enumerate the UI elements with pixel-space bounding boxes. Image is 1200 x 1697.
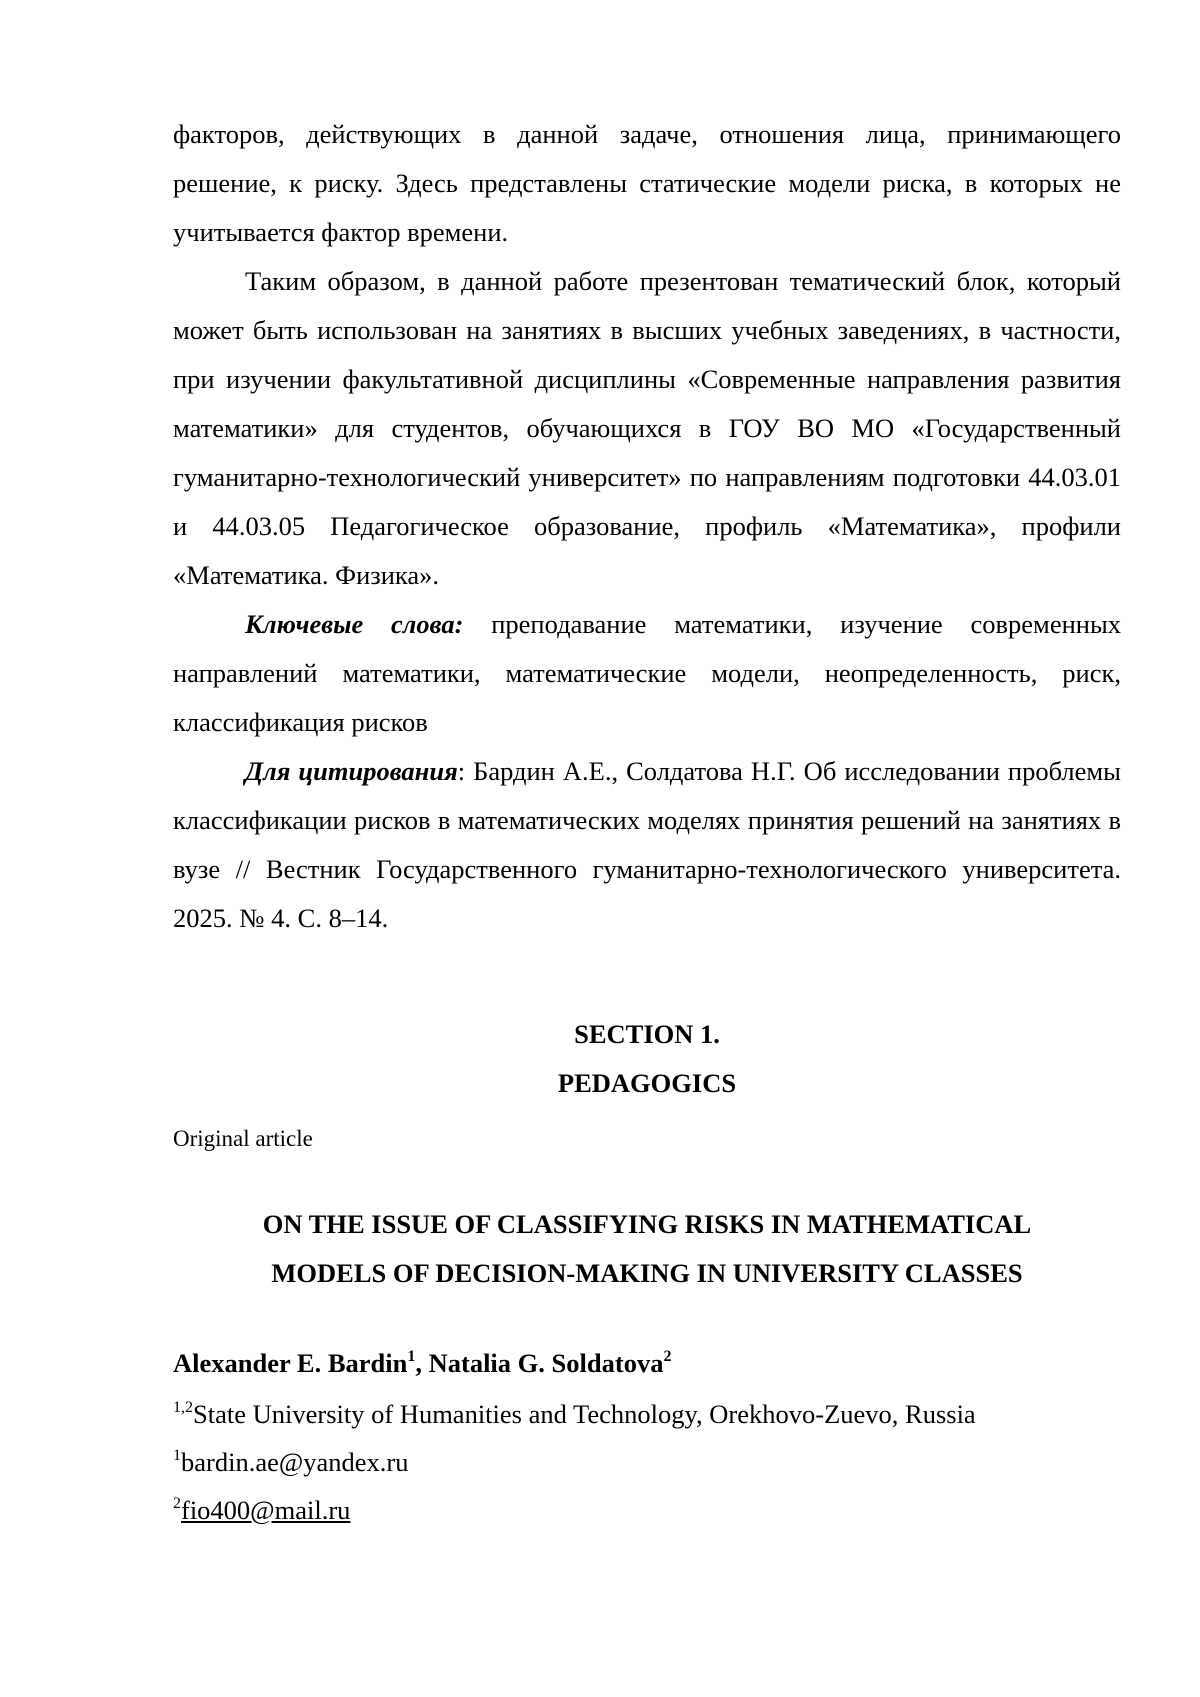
email-line-2: [173, 1486, 976, 1534]
author-1-sup: 1: [407, 1348, 416, 1365]
email-2-link[interactable]: fio400@mail.ru: [181, 1495, 351, 1525]
author-line: [173, 1343, 671, 1383]
affiliation-sup: 1,2: [173, 1399, 193, 1416]
section-heading: [173, 1010, 1121, 1108]
author-2-name: Natalia G. Soldatova: [428, 1348, 664, 1378]
citation-paragraph: [173, 747, 1121, 943]
author-2-sup: 2: [663, 1348, 672, 1365]
keywords-label: Ключевые слова:: [245, 609, 464, 639]
section-number: SECTION 1.: [574, 1019, 720, 1049]
article-title-line-1: ON THE ISSUE OF CLASSIFYING RISKS IN MATHEMATICAL: [262, 1209, 1032, 1239]
affiliations: [173, 1390, 976, 1534]
article-title: [173, 1200, 1121, 1298]
citation-label: Для цитирования: [245, 756, 458, 786]
article-title-line-2: MODELS OF DECISION-MAKING IN UNIVERSITY CLASSES: [271, 1258, 1023, 1288]
email-line-1: [173, 1438, 976, 1486]
email-1-sup: 1: [173, 1447, 181, 1464]
abstract-paragraph-2: Таким образом, в данной работе презентован тематический блок, который может быть использован на занятиях в высших учебных заведениях, в частности, при изучении факультативной дисциплины «Современные направления развития математики» для студентов, обучающихся в ГОУ ВО МО «Государственный гуманитарно-технологический университет» по направлениям подготовки 44.03.01 и 44.03.05 Педагогическое образование, профиль «Математика», профили «Математика. Физика».: [173, 266, 1121, 590]
email-2-sup: 2: [173, 1495, 181, 1512]
author-separator: ,: [415, 1348, 429, 1378]
abstract-paragraph-1: факторов, действующих в данной задаче, отношения лица, принимающего решение, к риску. Здесь представлены статические модели риска, в которых не учитывается фактор времени.: [173, 119, 1121, 247]
affiliation-text: State University of Humanities and Technology, Orekhovo-Zuevo, Russia: [193, 1399, 976, 1429]
affiliation-line: [173, 1390, 976, 1438]
article-type: Original article: [173, 1126, 313, 1151]
citation-text: : Бардин А.Е., Солдатова Н.Г. Об исследовании проблемы классификации рисков в математических моделях принятия решений на занятиях в вузе // Вестник Государственного гуманитарно-технологического университета. 2025. № 4. С. 8–14.: [173, 756, 1121, 933]
email-1-address[interactable]: bardin.ae@yandex.ru: [181, 1447, 409, 1477]
section-name: PEDAGOGICS: [557, 1068, 737, 1098]
keywords-paragraph: [173, 600, 1121, 747]
russian-abstract: [173, 110, 1121, 943]
keywords-text: преподавание математики, изучение современных направлений математики, математические модели, неопределенность, риск, классификация рисков: [173, 609, 1121, 737]
author-1-name: Alexander E. Bardin: [173, 1348, 408, 1378]
